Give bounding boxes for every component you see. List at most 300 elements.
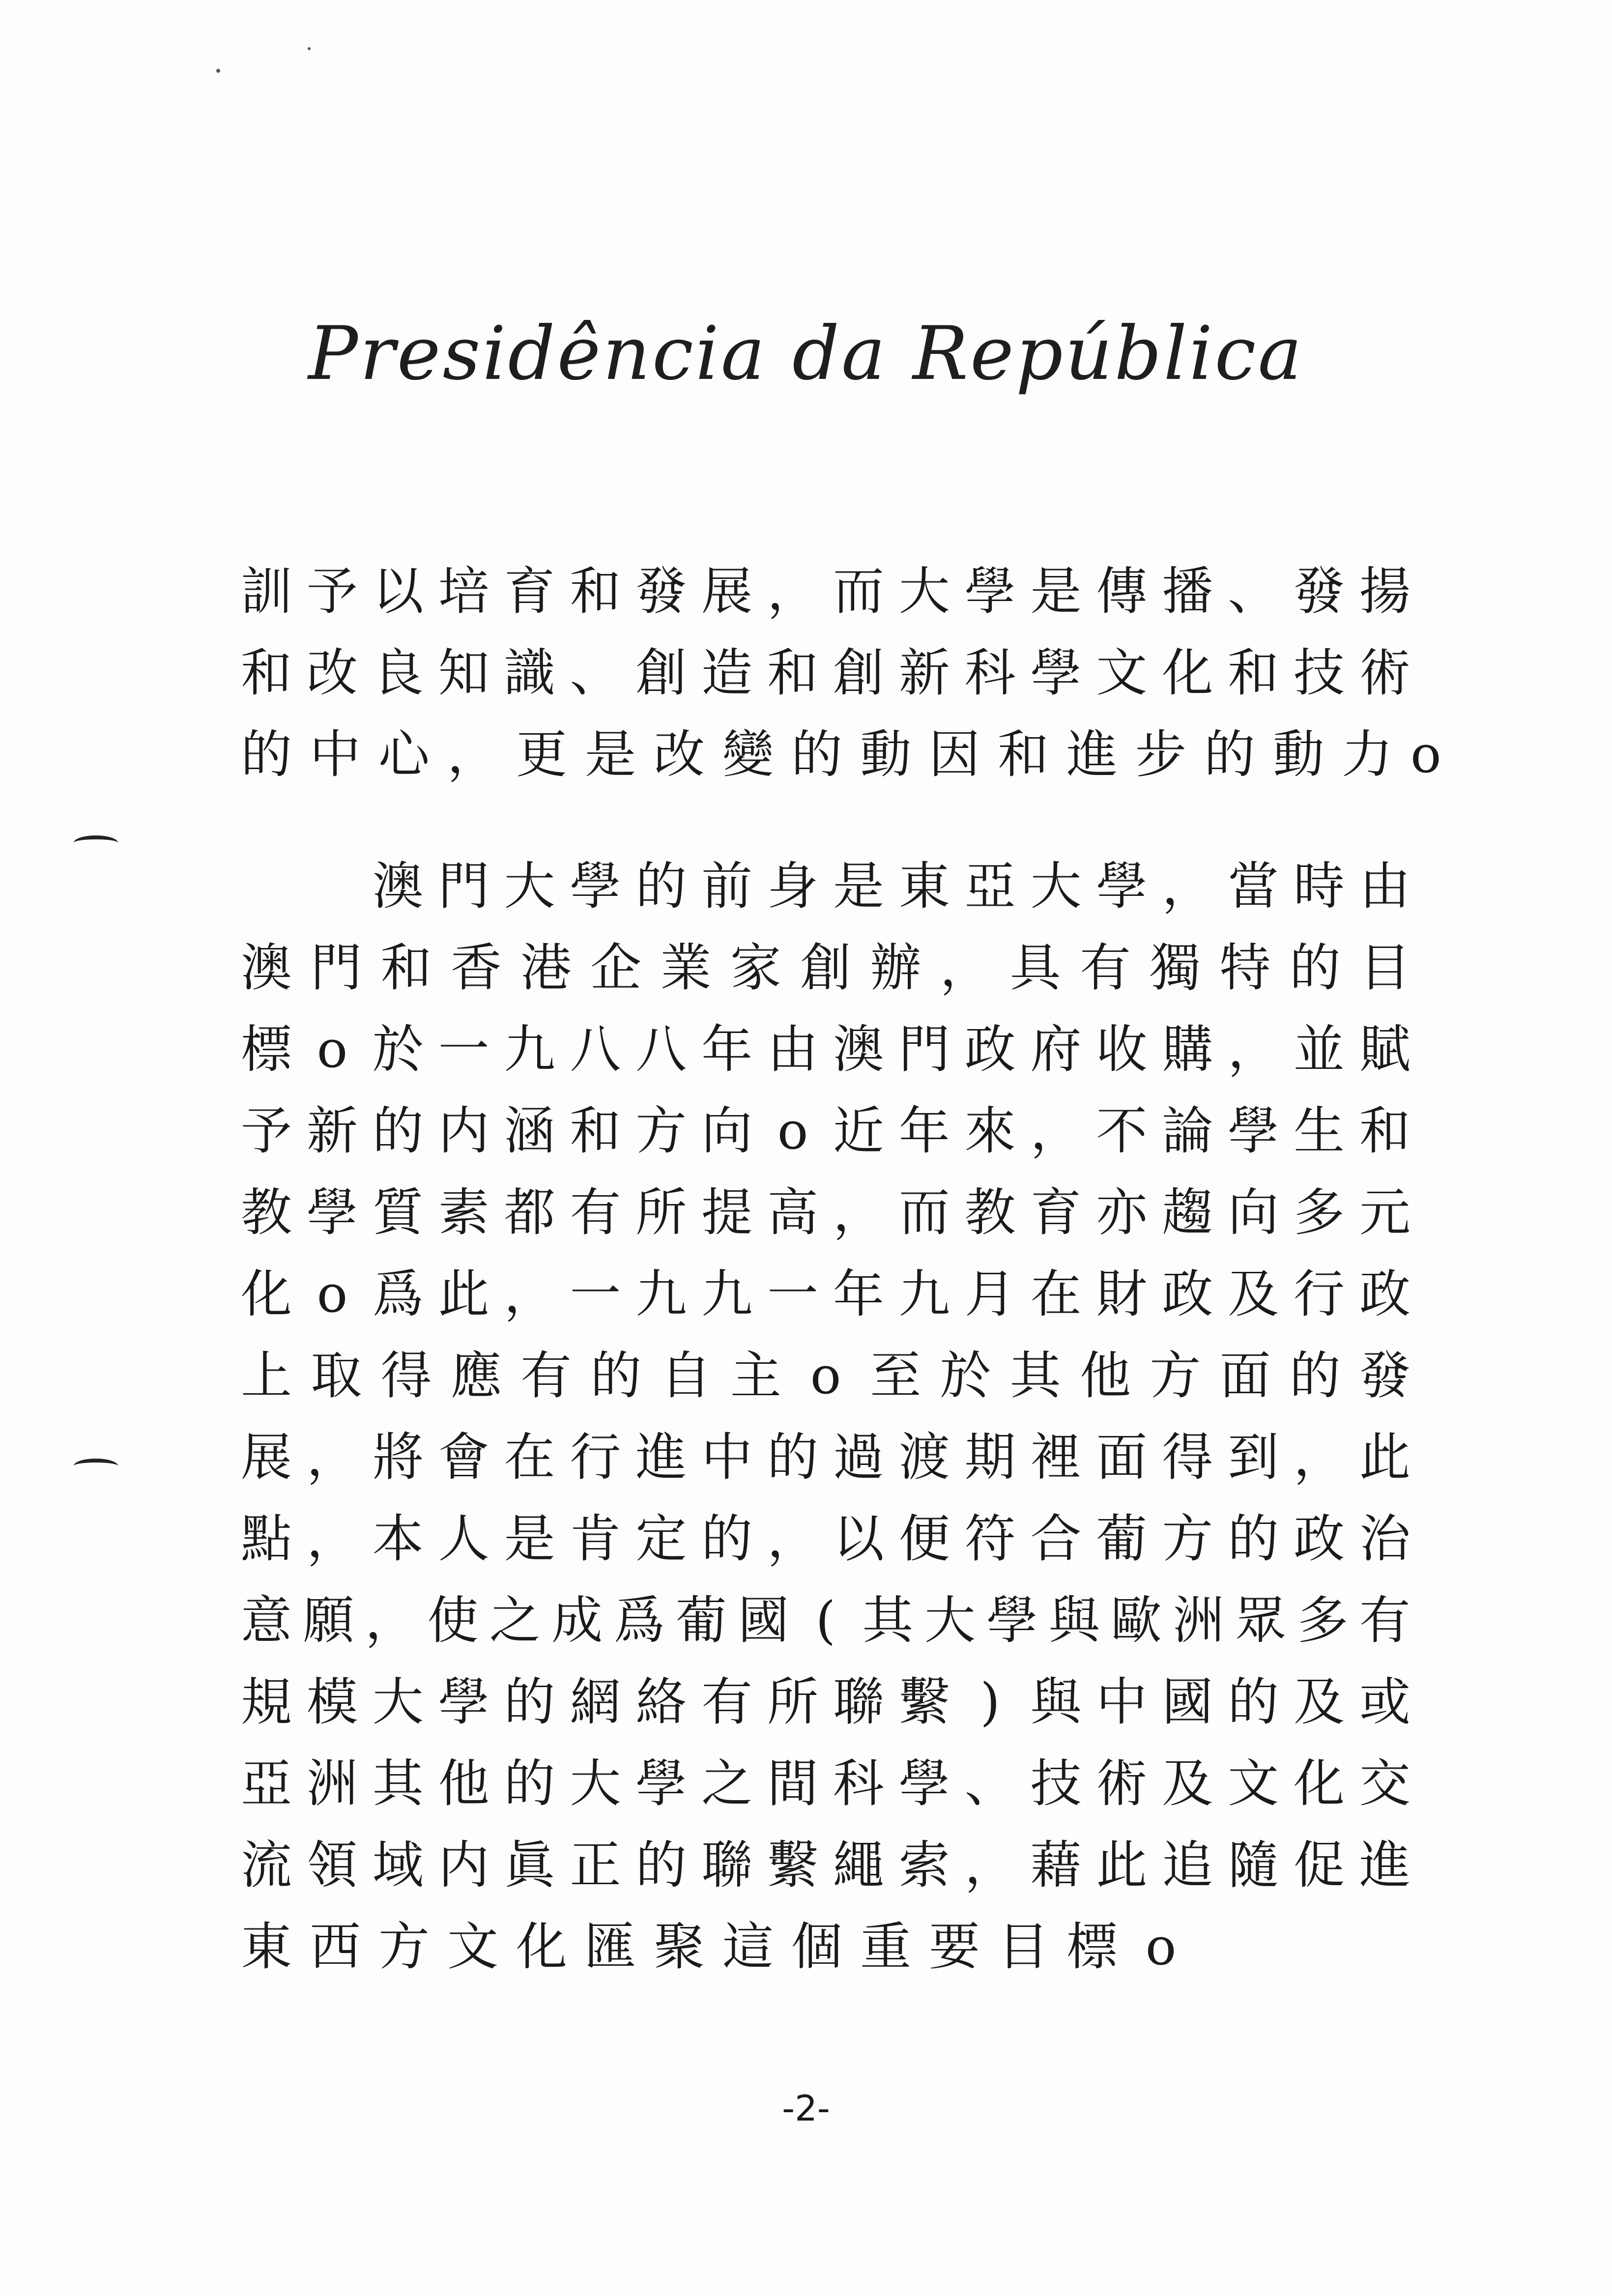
glyph: 應 <box>450 1346 502 1406</box>
glyph: 面 <box>1096 1427 1148 1487</box>
glyph: 學 <box>898 1753 950 1813</box>
glyph: 及 <box>1162 1753 1213 1813</box>
glyph: 符 <box>964 1509 1016 1569</box>
glyph: 間 <box>767 1753 819 1813</box>
glyph: 新 <box>306 1101 358 1161</box>
glyph: 目 <box>1359 938 1411 998</box>
glyph: 是 <box>585 724 636 784</box>
text-line <box>241 1743 1410 1824</box>
glyph: 具 <box>1009 938 1061 998</box>
glyph: 方 <box>1150 1346 1201 1406</box>
glyph: 九 <box>898 1264 950 1324</box>
glyph: 向 <box>701 1101 753 1161</box>
glyph: 學 <box>1030 643 1082 703</box>
glyph: 大 <box>504 856 555 916</box>
glyph: 教 <box>964 1182 1016 1242</box>
glyph: 洲 <box>1173 1590 1224 1650</box>
glyph: 科 <box>964 643 1016 703</box>
glyph: 有 <box>701 1672 753 1732</box>
glyph: 的 <box>1228 1672 1279 1732</box>
glyph: 定 <box>635 1509 687 1569</box>
glyph: 化 <box>241 1264 292 1324</box>
glyph: 術 <box>1096 1753 1148 1813</box>
glyph: 與 <box>1030 1672 1082 1732</box>
glyph: 有 <box>570 1182 621 1242</box>
glyph: 此 <box>438 1264 489 1324</box>
glyph: ) <box>980 1672 1000 1732</box>
text-line <box>241 1008 1410 1090</box>
glyph: 他 <box>1080 1346 1131 1406</box>
glyph: 港 <box>520 938 572 998</box>
glyph: 至 <box>870 1346 921 1406</box>
glyph: 月 <box>964 1264 1016 1324</box>
glyph: 財 <box>1096 1264 1148 1324</box>
glyph: 力 <box>1342 724 1393 784</box>
glyph: 元 <box>1359 1182 1410 1242</box>
glyph: 之 <box>489 1590 541 1650</box>
glyph: o <box>810 1346 841 1406</box>
glyph: 年 <box>898 1101 950 1161</box>
glyph: 因 <box>929 724 980 784</box>
glyph: ， <box>964 1835 1016 1895</box>
glyph: ， <box>306 1509 358 1569</box>
glyph: 獨 <box>1150 938 1201 998</box>
glyph: 、 <box>964 1753 1016 1813</box>
glyph: 點 <box>241 1509 292 1569</box>
glyph: 新 <box>898 643 950 703</box>
glyph: 府 <box>1030 1019 1082 1079</box>
glyph: 葡 <box>1096 1509 1148 1569</box>
glyph: 和 <box>1228 643 1279 703</box>
glyph: 九 <box>701 1264 753 1324</box>
text-line <box>241 1335 1410 1416</box>
glyph: 是 <box>833 856 884 916</box>
page-number: -2- <box>782 2088 830 2129</box>
glyph: 的 <box>504 1753 555 1813</box>
glyph: 時 <box>1294 856 1345 916</box>
glyph: 學 <box>1096 856 1148 916</box>
glyph: 不 <box>1096 1101 1148 1161</box>
text-line <box>241 714 1441 795</box>
glyph: 方 <box>1162 1509 1213 1569</box>
glyph: 當 <box>1228 856 1279 916</box>
glyph: o <box>317 1264 348 1324</box>
glyph: 和 <box>241 643 292 703</box>
glyph: 政 <box>1359 1264 1410 1324</box>
glyph: 業 <box>660 938 712 998</box>
glyph: 門 <box>311 938 362 998</box>
glyph: o <box>317 1019 348 1079</box>
glyph: 中 <box>701 1427 753 1487</box>
glyph: 論 <box>1162 1101 1213 1161</box>
glyph: 合 <box>1030 1509 1082 1569</box>
glyph: 上 <box>241 1346 292 1406</box>
glyph: 流 <box>241 1835 292 1895</box>
glyph: 東 <box>241 1917 292 1977</box>
glyph: 前 <box>701 856 753 916</box>
text-line <box>241 1172 1410 1253</box>
glyph: 九 <box>504 1019 555 1079</box>
text-line <box>241 1579 1410 1661</box>
glyph: 而 <box>833 561 884 621</box>
glyph: 揚 <box>1359 561 1410 621</box>
glyph: 便 <box>898 1509 950 1569</box>
glyph: 意 <box>241 1590 292 1650</box>
glyph: 良 <box>372 643 424 703</box>
glyph: 涵 <box>504 1101 555 1161</box>
glyph: 中 <box>310 724 361 784</box>
glyph: 政 <box>1162 1264 1213 1324</box>
glyph: 學 <box>1228 1101 1279 1161</box>
glyph: 促 <box>1294 1835 1345 1895</box>
glyph: 有 <box>1080 938 1131 998</box>
glyph: 九 <box>635 1264 687 1324</box>
glyph: ， <box>447 724 499 784</box>
glyph: ， <box>306 1427 358 1487</box>
glyph: ， <box>833 1182 884 1242</box>
glyph: 年 <box>701 1019 753 1079</box>
glyph: 的 <box>635 1835 687 1895</box>
glyph: 自 <box>660 1346 712 1406</box>
glyph: o <box>1145 1917 1177 1977</box>
glyph: 其 <box>862 1590 914 1650</box>
glyph: 裡 <box>1030 1427 1082 1487</box>
glyph: 大 <box>898 561 950 621</box>
glyph: 的 <box>1289 1346 1341 1406</box>
glyph: 賦 <box>1359 1019 1410 1079</box>
glyph: 將 <box>372 1427 424 1487</box>
glyph: 過 <box>833 1427 884 1487</box>
glyph: 繫 <box>767 1835 819 1895</box>
glyph: 學 <box>986 1590 1038 1650</box>
glyph: 而 <box>898 1182 950 1242</box>
glyph: 教 <box>241 1182 292 1242</box>
glyph: 洲 <box>306 1753 358 1813</box>
letterhead-title: Presidência da República <box>308 311 1304 397</box>
glyph: ， <box>1228 1019 1279 1079</box>
glyph: 和 <box>998 724 1049 784</box>
glyph: 渡 <box>898 1427 950 1487</box>
glyph: 國 <box>738 1590 789 1650</box>
glyph: 大 <box>570 1753 621 1813</box>
glyph: 此 <box>1359 1427 1410 1487</box>
glyph: 多 <box>1294 1182 1345 1242</box>
glyph: 進 <box>635 1427 687 1487</box>
glyph: 創 <box>635 643 687 703</box>
glyph: 藉 <box>1030 1835 1082 1895</box>
glyph: 身 <box>767 856 819 916</box>
glyph: 動 <box>1273 724 1324 784</box>
glyph: 以 <box>833 1509 884 1569</box>
glyph: 識 <box>504 643 555 703</box>
glyph: 之 <box>701 1753 753 1813</box>
glyph: 政 <box>964 1019 1016 1079</box>
glyph: 改 <box>306 643 358 703</box>
glyph: 面 <box>1219 1346 1271 1406</box>
glyph: 域 <box>372 1835 424 1895</box>
glyph: 匯 <box>585 1917 636 1977</box>
glyph: 政 <box>1294 1509 1345 1569</box>
glyph: 交 <box>1359 1753 1410 1813</box>
glyph: 其 <box>1009 1346 1061 1406</box>
glyph: 年 <box>833 1264 884 1324</box>
glyph: 由 <box>1359 856 1410 916</box>
glyph: 和 <box>380 938 432 998</box>
glyph: 絡 <box>635 1672 687 1732</box>
glyph: 歐 <box>1111 1590 1162 1650</box>
glyph: 亦 <box>1096 1182 1148 1242</box>
glyph: 葡 <box>676 1590 727 1650</box>
text-line <box>241 1498 1410 1579</box>
glyph: ， <box>504 1264 555 1324</box>
glyph: 或 <box>1359 1672 1410 1732</box>
glyph: 澳 <box>833 1019 884 1079</box>
scan-speck <box>308 47 311 50</box>
glyph: 企 <box>590 938 642 998</box>
glyph: 以 <box>372 561 424 621</box>
glyph: 西 <box>310 1917 361 1977</box>
glyph: 所 <box>635 1182 687 1242</box>
margin-mark <box>74 835 118 850</box>
glyph: 大 <box>1030 856 1082 916</box>
glyph: 傳 <box>1096 561 1148 621</box>
glyph: 使 <box>427 1590 479 1650</box>
glyph: 文 <box>1228 1753 1279 1813</box>
glyph: 學 <box>306 1182 358 1242</box>
glyph: 的 <box>635 856 687 916</box>
glyph: 有 <box>1359 1590 1410 1650</box>
glyph: 的 <box>590 1346 642 1406</box>
glyph: 的 <box>767 1427 819 1487</box>
glyph: 大 <box>372 1672 424 1732</box>
glyph: 、 <box>570 643 621 703</box>
margin-mark <box>74 1459 118 1473</box>
glyph: 眞 <box>504 1835 555 1895</box>
glyph: 重 <box>860 1917 912 1977</box>
glyph: 展 <box>701 561 753 621</box>
glyph: 的 <box>372 1101 424 1161</box>
scan-speck <box>216 69 220 73</box>
glyph: 得 <box>1162 1427 1213 1487</box>
glyph: 向 <box>1228 1182 1279 1242</box>
glyph: o <box>1410 724 1441 784</box>
glyph: ， <box>767 561 819 621</box>
glyph: 特 <box>1219 938 1271 998</box>
glyph: 到 <box>1228 1427 1279 1487</box>
glyph <box>241 845 292 927</box>
glyph: 的 <box>1289 938 1341 998</box>
glyph: 的 <box>241 724 292 784</box>
glyph: 標 <box>241 1019 292 1079</box>
glyph: 創 <box>833 643 884 703</box>
glyph: 家 <box>730 938 781 998</box>
glyph: 隨 <box>1228 1835 1279 1895</box>
glyph: 的 <box>504 1672 555 1732</box>
glyph: 的 <box>791 724 843 784</box>
glyph: 一 <box>570 1264 621 1324</box>
glyph: 索 <box>898 1835 950 1895</box>
text-line <box>241 550 1410 632</box>
glyph: 方 <box>635 1101 687 1161</box>
glyph: 及 <box>1294 1672 1345 1732</box>
glyph: 治 <box>1359 1509 1410 1569</box>
glyph: 此 <box>1096 1835 1148 1895</box>
glyph: 澳 <box>372 856 424 916</box>
glyph: 育 <box>1030 1182 1082 1242</box>
glyph: 追 <box>1162 1835 1213 1895</box>
glyph: 近 <box>833 1101 884 1161</box>
glyph: 的 <box>701 1509 753 1569</box>
glyph: 進 <box>1066 724 1118 784</box>
glyph: 和 <box>767 643 819 703</box>
glyph: 發 <box>1294 561 1345 621</box>
glyph: 與 <box>1048 1590 1100 1650</box>
glyph: 期 <box>964 1427 1016 1487</box>
glyph: 、 <box>1228 561 1279 621</box>
glyph: 展 <box>241 1427 292 1487</box>
glyph: 技 <box>1030 1753 1082 1813</box>
glyph: 行 <box>1294 1264 1345 1324</box>
glyph: 門 <box>438 856 489 916</box>
glyph: 一 <box>767 1264 819 1324</box>
glyph: 於 <box>372 1019 424 1079</box>
glyph: 動 <box>860 724 912 784</box>
glyph: 科 <box>833 1753 884 1813</box>
glyph: 學 <box>964 561 1016 621</box>
glyph: 育 <box>504 561 555 621</box>
glyph: 正 <box>570 1835 621 1895</box>
glyph: 方 <box>378 1917 430 1977</box>
glyph: 是 <box>1030 561 1082 621</box>
glyph: 中 <box>1096 1672 1148 1732</box>
glyph: 聯 <box>701 1835 753 1895</box>
glyph: 和 <box>1359 1101 1410 1161</box>
glyph: 其 <box>372 1753 424 1813</box>
glyph: 更 <box>516 724 568 784</box>
text-line <box>241 927 1410 1008</box>
glyph: 於 <box>940 1346 991 1406</box>
glyph: ， <box>940 938 991 998</box>
glyph: 高 <box>767 1182 819 1242</box>
glyph: 發 <box>635 561 687 621</box>
glyph: 素 <box>438 1182 489 1242</box>
glyph: 這 <box>722 1917 774 1977</box>
glyph: 學 <box>438 1672 489 1732</box>
glyph: 技 <box>1294 643 1345 703</box>
glyph: ， <box>1294 1427 1345 1487</box>
glyph: 質 <box>372 1182 424 1242</box>
glyph: 爲 <box>372 1264 424 1324</box>
glyph: 澳 <box>241 938 292 998</box>
glyph: 發 <box>1359 1346 1411 1406</box>
text-line <box>241 1661 1410 1743</box>
text-line <box>241 632 1410 714</box>
glyph: 在 <box>1030 1264 1082 1324</box>
glyph: 標 <box>1066 1917 1118 1977</box>
glyph: 所 <box>767 1672 819 1732</box>
glyph: 文 <box>447 1917 499 1977</box>
glyph: 知 <box>438 643 489 703</box>
glyph: 願 <box>303 1590 354 1650</box>
glyph: 都 <box>504 1182 555 1242</box>
glyph: 提 <box>701 1182 753 1242</box>
glyph: 訓 <box>241 561 292 621</box>
glyph: 予 <box>241 1101 292 1161</box>
glyph: 來 <box>964 1101 1016 1161</box>
glyph: 播 <box>1162 561 1213 621</box>
text-line <box>241 1824 1410 1906</box>
glyph: 會 <box>438 1427 489 1487</box>
glyph: 收 <box>1096 1019 1148 1079</box>
glyph: 學 <box>635 1753 687 1813</box>
glyph: ， <box>365 1590 416 1650</box>
glyph: 有 <box>520 1346 572 1406</box>
glyph: 和 <box>570 561 621 621</box>
glyph: 香 <box>450 938 502 998</box>
glyph: 由 <box>767 1019 819 1079</box>
glyph: 模 <box>306 1672 358 1732</box>
glyph: 多 <box>1297 1590 1349 1650</box>
glyph: 學 <box>570 856 621 916</box>
glyph: 創 <box>800 938 852 998</box>
glyph: 辦 <box>870 938 921 998</box>
glyph: 生 <box>1294 1101 1345 1161</box>
glyph: 人 <box>438 1509 489 1569</box>
glyph: 國 <box>1162 1672 1213 1732</box>
glyph: 和 <box>570 1101 621 1161</box>
glyph: 内 <box>438 1835 489 1895</box>
glyph: 目 <box>998 1917 1049 1977</box>
glyph: 在 <box>504 1427 555 1487</box>
glyph: 八 <box>635 1019 687 1079</box>
glyph: 繫 <box>898 1672 950 1732</box>
glyph: 步 <box>1135 724 1187 784</box>
glyph: 門 <box>898 1019 950 1079</box>
glyph: 眾 <box>1235 1590 1287 1650</box>
glyph: 進 <box>1359 1835 1410 1895</box>
glyph: 繩 <box>833 1835 884 1895</box>
glyph: 心 <box>378 724 430 784</box>
glyph: 聚 <box>654 1917 705 1977</box>
glyph: 亞 <box>241 1753 292 1813</box>
glyph <box>307 845 358 927</box>
glyph: 聯 <box>833 1672 884 1732</box>
glyph: 内 <box>438 1101 489 1161</box>
glyph: 要 <box>929 1917 980 1977</box>
glyph: 規 <box>241 1672 292 1732</box>
glyph: 造 <box>701 643 753 703</box>
glyph: 培 <box>438 561 489 621</box>
glyph: 本 <box>372 1509 424 1569</box>
glyph: ， <box>1162 856 1213 916</box>
glyph: o <box>777 1101 808 1161</box>
glyph: 予 <box>306 561 358 621</box>
glyph: 化 <box>1162 643 1213 703</box>
glyph: ( <box>815 1590 836 1650</box>
glyph: 取 <box>311 1346 362 1406</box>
text-line <box>241 1090 1410 1172</box>
paragraph-2 <box>241 845 1410 1987</box>
text-line <box>241 1253 1410 1335</box>
glyph: 改 <box>654 724 705 784</box>
glyph: 八 <box>570 1019 621 1079</box>
glyph: 的 <box>1204 724 1256 784</box>
glyph: 爲 <box>613 1590 665 1650</box>
glyph: 是 <box>504 1509 555 1569</box>
glyph: 趨 <box>1162 1182 1213 1242</box>
glyph: 並 <box>1294 1019 1345 1079</box>
glyph: 化 <box>1294 1753 1345 1813</box>
